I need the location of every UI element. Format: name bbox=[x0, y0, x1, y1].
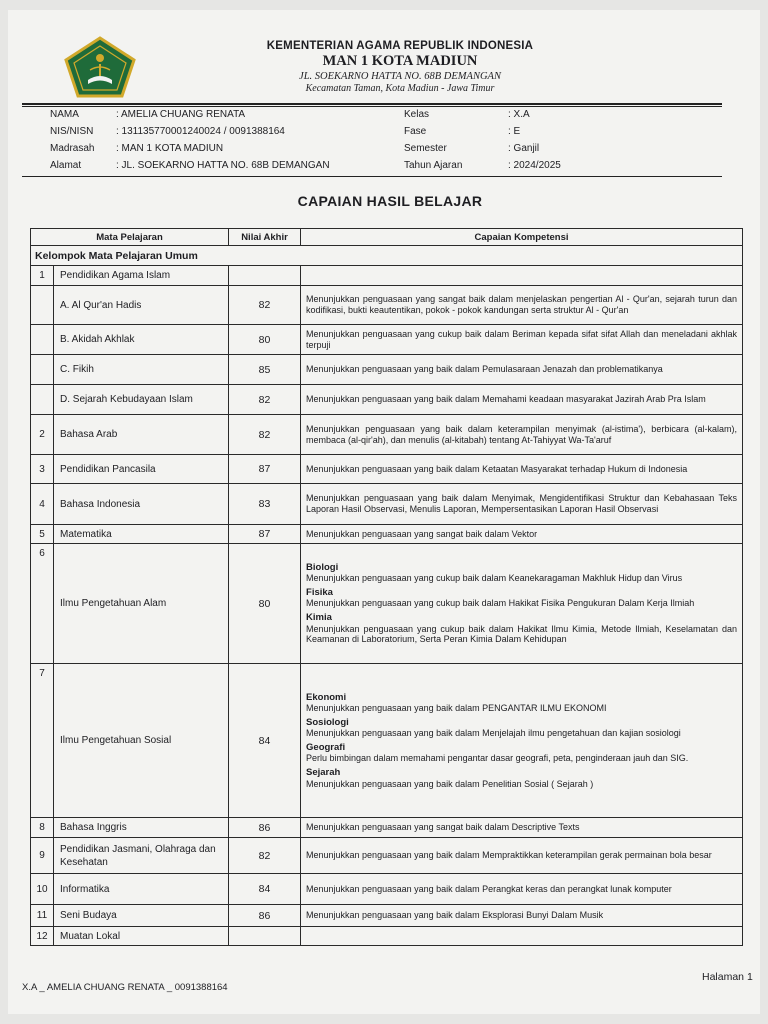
row-number: 7 bbox=[31, 664, 54, 818]
final-score: 87 bbox=[229, 525, 301, 544]
final-score: 84 bbox=[229, 664, 301, 818]
table-row bbox=[31, 286, 743, 325]
group-label: Kelompok Mata Pelajaran Umum bbox=[31, 246, 743, 266]
header-rule-thin bbox=[22, 106, 722, 107]
final-score: 80 bbox=[229, 325, 301, 355]
final-score: 82 bbox=[229, 415, 301, 455]
table-row bbox=[31, 325, 743, 355]
row-number bbox=[31, 286, 54, 325]
nis-label: NIS/NISN bbox=[50, 126, 94, 137]
kemenag-logo-icon bbox=[60, 36, 140, 98]
competency-desc: Menunjukkan penguasaan yang baik dalam Perangkat keras dan perangkat lunak komputer bbox=[301, 874, 743, 905]
subsection-title: Kimia bbox=[306, 612, 332, 624]
competency-desc: Menunjukkan penguasaan yang baik dalam Ketaatan Masyarakat terhadap Hukum di Indonesia bbox=[301, 455, 743, 484]
subject-name: Ilmu Pengetahuan Sosial bbox=[54, 664, 229, 818]
row-number: 9 bbox=[31, 838, 54, 874]
subsection-desc: Menunjukkan penguasaan yang cukup baik dalam Hakikat Ilmu Kimia, Metode Ilmiah, Keselamatan dan Keamanan di Laboratorium, Serta Peran Kimia Dalam Kehidupan bbox=[306, 623, 738, 645]
report-title: CAPAIAN HASIL BELAJAR bbox=[297, 193, 483, 209]
row-number: 8 bbox=[31, 818, 54, 838]
row-number bbox=[31, 355, 54, 385]
subject-name: Ilmu Pengetahuan Alam bbox=[54, 544, 229, 664]
row-number: 2 bbox=[31, 415, 54, 455]
semester-label: Semester bbox=[404, 143, 447, 154]
final-score: 86 bbox=[229, 818, 301, 838]
final-score: 83 bbox=[229, 484, 301, 525]
subject-name: Bahasa Inggris bbox=[54, 818, 229, 838]
row-number: 12 bbox=[31, 927, 54, 946]
subsection-desc: Perlu bimbingan dalam memahami pengantar dasar geografi, peta, penginderaan jauh dan SIG. bbox=[306, 753, 689, 764]
subject-name: Pendidikan Pancasila bbox=[54, 455, 229, 484]
final-score: 87 bbox=[229, 455, 301, 484]
table-row bbox=[31, 838, 743, 874]
competency-desc: Menunjukkan penguasaan yang baik dalam Pemulasaraan Jenazah dan problematikanya bbox=[301, 355, 743, 385]
page-number: Halaman 1 bbox=[702, 971, 753, 983]
competency-desc: Menunjukkan penguasaan yang cukup baik dalam Beriman kepada sifat sifat Allah dan meneladani akhlak terpuji bbox=[301, 325, 743, 355]
row-number: 3 bbox=[31, 455, 54, 484]
table-header-row bbox=[31, 229, 743, 246]
kelas-label: Kelas bbox=[404, 109, 430, 120]
final-score: 85 bbox=[229, 355, 301, 385]
final-score: 86 bbox=[229, 905, 301, 927]
subsection-title: Ekonomi bbox=[306, 691, 347, 703]
competency-desc: Menunjukkan penguasaan yang sangat baik dalam menjelaskan pengertian Al - Qur'an, sejarah turun dan kodifikasi, bukti keautentikan, pokok - pokok kandungan serta struktur Al - Qur'an bbox=[301, 286, 743, 325]
table-row bbox=[31, 455, 743, 484]
madrasah-label: Madrasah bbox=[50, 143, 95, 154]
subsection-desc: Menunjukkan penguasaan yang cukup baik dalam Keanekaragaman Makhluk Hidup dan Virus bbox=[306, 573, 683, 584]
alamat-value: : JL. SOEKARNO HATTA NO. 68B DEMANGAN bbox=[116, 160, 330, 171]
header-capaian-kompetensi: Capaian Kompetensi bbox=[301, 229, 743, 246]
row-number: 5 bbox=[31, 525, 54, 544]
competency-desc: Menunjukkan penguasaan yang sangat baik dalam Descriptive Texts bbox=[301, 818, 743, 838]
competency-desc: Menunjukkan penguasaan yang baik dalam Eksplorasi Bunyi Dalam Musik bbox=[301, 905, 743, 927]
row-number: 1 bbox=[31, 266, 54, 286]
subject-name: Informatika bbox=[54, 874, 229, 905]
subject-name: C. Fikih bbox=[54, 355, 229, 385]
row-number: 11 bbox=[31, 905, 54, 927]
competency-desc: Menunjukkan penguasaan yang baik dalam Memahami keadaan masyarakat Jazirah Arab Pra Islam bbox=[301, 385, 743, 415]
final-score bbox=[229, 266, 301, 286]
header-mata-pelajaran: Mata Pelajaran bbox=[31, 229, 229, 246]
grades-table bbox=[30, 228, 743, 946]
letterhead bbox=[150, 40, 650, 94]
competency-desc bbox=[301, 927, 743, 946]
competency-desc: Menunjukkan penguasaan yang baik dalam Menyimak, Mengidentifikasi Struktur dan Kebahasaan Teks Laporan Hasil Observasi, Menulis Laporan, Mempersentasikan Laporan Hasil Observasi bbox=[301, 484, 743, 525]
nis-value: : 131135770001240024 / 0091388164 bbox=[116, 126, 285, 137]
table-row bbox=[31, 905, 743, 927]
final-score: 82 bbox=[229, 385, 301, 415]
final-score: 80 bbox=[229, 544, 301, 664]
subject-name: Bahasa Indonesia bbox=[54, 484, 229, 525]
subsection-desc: Menunjukkan penguasaan yang baik dalam Penelitian Sosial ( Sejarah ) bbox=[306, 778, 594, 789]
row-number bbox=[31, 325, 54, 355]
school-district: Kecamatan Taman, Kota Madiun - Jawa Timur bbox=[305, 83, 495, 94]
subsection-desc: Menunjukkan penguasaan yang cukup baik dalam Hakikat Fisika Pengukuran Dalam Kerja Ilmiah bbox=[306, 598, 695, 609]
subsection-title: Sejarah bbox=[306, 767, 341, 779]
competency-desc: Menunjukkan penguasaan yang baik dalam keterampilan menyimak (al-istima'), berbicara (al-kalam), membaca (al-qir'ah), dan menulis (al-kitabah) tentang At-Tahiyyat Wa-Ta'aruf bbox=[301, 415, 743, 455]
subject-name: Seni Budaya bbox=[54, 905, 229, 927]
competency-desc bbox=[301, 664, 743, 818]
subsection-title: Biologi bbox=[306, 561, 339, 573]
group-row bbox=[31, 246, 743, 266]
table-row bbox=[31, 484, 743, 525]
row-number: 4 bbox=[31, 484, 54, 525]
subject-name: Bahasa Arab bbox=[54, 415, 229, 455]
nama-label: NAMA bbox=[50, 109, 79, 120]
footer-student-id: X.A _ AMELIA CHUANG RENATA _ 0091388164 bbox=[22, 982, 228, 993]
alamat-label: Alamat bbox=[50, 160, 82, 171]
table-row bbox=[31, 874, 743, 905]
subject-name: A. Al Qur'an Hadis bbox=[54, 286, 229, 325]
subsection-title: Sosiologi bbox=[306, 716, 349, 728]
subsection-desc: Menunjukkan penguasaan yang baik dalam PENGANTAR ILMU EKONOMI bbox=[306, 703, 607, 714]
final-score bbox=[229, 927, 301, 946]
identity-rule bbox=[22, 176, 722, 177]
tahun-ajaran-label: Tahun Ajaran bbox=[404, 160, 463, 171]
subject-name: Pendidikan Jasmani, Olahraga dan Kesehatan bbox=[54, 838, 229, 874]
madrasah-value: : MAN 1 KOTA MADIUN bbox=[116, 143, 224, 154]
subject-name: Matematika bbox=[54, 525, 229, 544]
header-nilai-akhir: Nilai Akhir bbox=[229, 229, 301, 246]
competency-desc: Menunjukkan penguasaan yang baik dalam Mempraktikkan keterampilan gerak permainan bola besar bbox=[301, 838, 743, 874]
table-row bbox=[31, 385, 743, 415]
table-row-ips bbox=[31, 664, 743, 818]
kelas-value: : X.A bbox=[508, 109, 530, 120]
final-score: 84 bbox=[229, 874, 301, 905]
table-row bbox=[31, 415, 743, 455]
table-row bbox=[31, 525, 743, 544]
school-name: MAN 1 KOTA MADIUN bbox=[322, 53, 478, 69]
header-rule bbox=[22, 103, 722, 105]
subject-name: Pendidikan Agama Islam bbox=[54, 266, 229, 286]
table-row bbox=[31, 927, 743, 946]
nama-value: : AMELIA CHUANG RENATA bbox=[116, 109, 246, 120]
row-number bbox=[31, 385, 54, 415]
ministry-name: KEMENTERIAN AGAMA REPUBLIK INDONESIA bbox=[266, 40, 534, 52]
subject-name: Muatan Lokal bbox=[54, 927, 229, 946]
table-row bbox=[31, 818, 743, 838]
competency-desc bbox=[301, 266, 743, 286]
subsection-title: Geografi bbox=[306, 742, 346, 753]
subject-name: B. Akidah Akhlak bbox=[54, 325, 229, 355]
fase-value: : E bbox=[508, 126, 521, 137]
semester-value: : Ganjil bbox=[508, 143, 540, 154]
final-score: 82 bbox=[229, 838, 301, 874]
table-row bbox=[31, 266, 743, 286]
final-score: 82 bbox=[229, 286, 301, 325]
competency-desc bbox=[301, 544, 743, 664]
subject-name: D. Sejarah Kebudayaan Islam bbox=[54, 385, 229, 415]
fase-label: Fase bbox=[404, 126, 427, 137]
tahun-ajaran-value: : 2024/2025 bbox=[508, 160, 561, 171]
row-number: 6 bbox=[31, 544, 54, 664]
table-row bbox=[31, 355, 743, 385]
table-row-ipa bbox=[31, 544, 743, 664]
competency-desc: Menunjukkan penguasaan yang sangat baik dalam Vektor bbox=[301, 525, 743, 544]
row-number: 10 bbox=[31, 874, 54, 905]
school-address: JL. SOEKARNO HATTA NO. 68B DEMANGAN bbox=[299, 71, 501, 82]
subsection-desc: Menunjukkan penguasaan yang baik dalam Menjelajah ilmu pengetahuan dan kajian sosiologi bbox=[306, 728, 681, 739]
subsection-title: Fisika bbox=[306, 587, 333, 598]
